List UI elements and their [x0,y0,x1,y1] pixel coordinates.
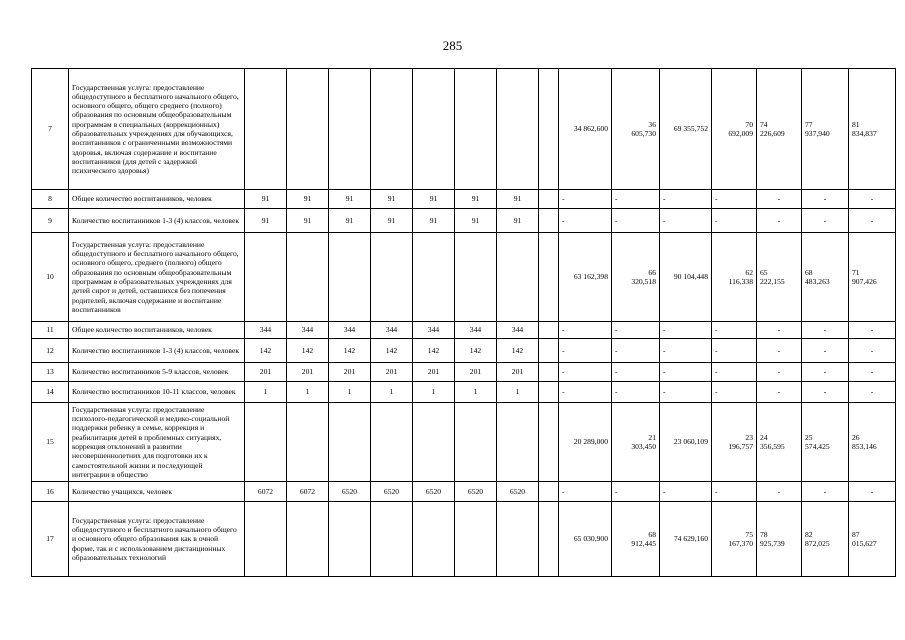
amount-cell: - [802,382,849,403]
count-cell: 344 [497,322,539,339]
amount-cell: 65 030,900 [559,502,612,577]
amount-cell: - [612,482,660,502]
count-cell: 344 [287,322,329,339]
table-row [32,209,896,233]
count-cell: 1 [413,382,455,403]
amount-cell: 26 853,146 [849,403,896,482]
amount-cell: 69 355,752 [660,69,712,190]
budget-table [31,68,896,577]
count-cell: 1 [329,382,371,403]
row-description: Количество воспитанников 1-3 (4) классов, человек [69,209,245,233]
count-cell: 201 [497,363,539,382]
amount-cell: 68 483,263 [802,233,849,322]
amount-cell: 82 872,025 [802,502,849,577]
amount-cell: - [849,482,896,502]
amount-cell: 63 162,398 [559,233,612,322]
spacer-cell [539,382,559,403]
count-cell: 1 [287,382,329,403]
table-row [32,363,896,382]
row-number: 10 [32,233,69,322]
amount-cell: 20 289,000 [559,403,612,482]
amount-cell: - [660,322,712,339]
amount-cell: - [559,482,612,502]
amount-cell: 68 912,445 [612,502,660,577]
amount-cell: - [612,339,660,363]
amount-cell: - [559,190,612,209]
amount-cell: - [559,382,612,403]
amount-cell: - [802,209,849,233]
amount-cell: - [559,339,612,363]
count-cell: 6520 [413,482,455,502]
amount-cell: 78 925,739 [757,502,802,577]
count-cell [371,403,413,482]
count-cell [287,69,329,190]
amount-cell: - [849,382,896,403]
count-cell: 344 [245,322,287,339]
count-cell [455,69,497,190]
count-cell: 201 [287,363,329,382]
count-cell [497,403,539,482]
count-cell [455,502,497,577]
amount-cell: - [757,363,802,382]
amount-cell: - [612,190,660,209]
count-cell: 344 [413,322,455,339]
count-cell [329,403,371,482]
count-cell: 91 [497,190,539,209]
amount-cell: - [757,339,802,363]
table-row [32,502,896,577]
amount-cell: - [757,190,802,209]
row-number: 12 [32,339,69,363]
count-cell: 6072 [287,482,329,502]
count-cell [329,233,371,322]
count-cell [497,502,539,577]
count-cell [413,233,455,322]
count-cell [287,233,329,322]
count-cell: 91 [413,209,455,233]
table-row [32,482,896,502]
amount-cell: 66 320,518 [612,233,660,322]
count-cell: 1 [497,382,539,403]
row-description: Количество воспитанников 10-11 классов, человек [69,382,245,403]
count-cell: 6520 [497,482,539,502]
count-cell: 142 [413,339,455,363]
amount-cell: 21 303,450 [612,403,660,482]
amount-cell: - [849,322,896,339]
page-number: 285 [442,38,463,53]
amount-cell: 62 116,338 [712,233,757,322]
count-cell [413,502,455,577]
amount-cell: - [660,339,712,363]
table-row [32,322,896,339]
spacer-cell [539,403,559,482]
amount-cell: - [712,339,757,363]
table-row [32,69,896,190]
count-cell [245,233,287,322]
count-cell: 201 [455,363,497,382]
amount-cell: - [612,209,660,233]
amount-cell: - [559,363,612,382]
amount-cell: - [660,482,712,502]
spacer-cell [539,339,559,363]
count-cell: 344 [455,322,497,339]
row-description: Количество учащихся, человек [69,482,245,502]
count-cell [413,403,455,482]
count-cell: 91 [287,190,329,209]
amount-cell: - [802,339,849,363]
count-cell: 201 [245,363,287,382]
count-cell [329,502,371,577]
count-cell: 91 [455,209,497,233]
count-cell: 91 [413,190,455,209]
amount-cell: - [802,482,849,502]
count-cell: 201 [413,363,455,382]
row-description: Государственная услуга: предоставление общедоступного и бесплатного начального общего, основного общего, среднего (полного) общего образования по основным общеобразовательным программам в образовательных учреждениях для детей сирот и детей, оставшихся без попечения родителей, включая содержание и воспитание воспитанников [69,233,245,322]
count-cell [287,502,329,577]
count-cell [245,69,287,190]
amount-cell: - [849,190,896,209]
spacer-cell [539,190,559,209]
amount-cell: 65 222,155 [757,233,802,322]
count-cell: 142 [455,339,497,363]
count-cell: 91 [329,190,371,209]
count-cell [497,233,539,322]
count-cell: 6520 [455,482,497,502]
count-cell: 1 [455,382,497,403]
amount-cell: 23 060,109 [660,403,712,482]
row-description: Количество воспитанников 5-9 классов, человек [69,363,245,382]
count-cell: 1 [371,382,413,403]
amount-cell: - [712,382,757,403]
row-number: 15 [32,403,69,482]
amount-cell: - [660,382,712,403]
amount-cell: 75 167,370 [712,502,757,577]
spacer-cell [539,502,559,577]
spacer-cell [539,363,559,382]
amount-cell: 77 937,940 [802,69,849,190]
count-cell: 201 [329,363,371,382]
amount-cell: - [757,382,802,403]
count-cell: 6520 [371,482,413,502]
amount-cell: - [559,209,612,233]
count-cell [413,69,455,190]
amount-cell: 24 356,595 [757,403,802,482]
spacer-cell [539,322,559,339]
amount-cell: - [757,209,802,233]
amount-cell: - [612,382,660,403]
count-cell: 91 [329,209,371,233]
amount-cell: - [660,190,712,209]
count-cell: 142 [329,339,371,363]
amount-cell: - [559,322,612,339]
amount-cell: - [660,363,712,382]
count-cell [371,69,413,190]
amount-cell: - [712,190,757,209]
count-cell: 91 [371,209,413,233]
table-row [32,339,896,363]
count-cell [455,403,497,482]
amount-cell: 70 692,009 [712,69,757,190]
table-row [32,403,896,482]
count-cell: 6072 [245,482,287,502]
amount-cell: - [712,322,757,339]
row-number: 11 [32,322,69,339]
amount-cell: 25 574,425 [802,403,849,482]
count-cell [455,233,497,322]
count-cell: 201 [371,363,413,382]
spacer-cell [539,209,559,233]
amount-cell: 36 605,730 [612,69,660,190]
count-cell: 91 [287,209,329,233]
count-cell: 142 [245,339,287,363]
count-cell: 91 [371,190,413,209]
amount-cell: - [802,363,849,382]
amount-cell: 74 226,609 [757,69,802,190]
amount-cell: - [849,363,896,382]
amount-cell: - [712,209,757,233]
count-cell: 91 [497,209,539,233]
count-cell: 142 [371,339,413,363]
row-description: Общее количество воспитанников, человек [69,322,245,339]
amount-cell: - [660,209,712,233]
count-cell: 6520 [329,482,371,502]
row-description: Количество воспитанников 1-3 (4) классов, человек [69,339,245,363]
amount-cell: - [612,322,660,339]
amount-cell: - [849,339,896,363]
count-cell: 344 [329,322,371,339]
amount-cell: 90 104,448 [660,233,712,322]
amount-cell: - [712,363,757,382]
spacer-cell [539,69,559,190]
count-cell: 344 [371,322,413,339]
count-cell [371,502,413,577]
spacer-cell [539,233,559,322]
count-cell [245,403,287,482]
count-cell: 91 [245,190,287,209]
count-cell [329,69,371,190]
amount-cell: 71 907,426 [849,233,896,322]
amount-cell: - [757,482,802,502]
row-number: 7 [32,69,69,190]
row-number: 13 [32,363,69,382]
table-body [32,69,896,577]
amount-cell: 34 862,600 [559,69,612,190]
spacer-cell [539,482,559,502]
count-cell [497,69,539,190]
row-number: 16 [32,482,69,502]
amount-cell: - [849,209,896,233]
count-cell [245,502,287,577]
count-cell [371,233,413,322]
amount-cell: - [802,190,849,209]
count-cell: 91 [455,190,497,209]
count-cell [287,403,329,482]
count-cell: 142 [497,339,539,363]
row-description: Государственная услуга: предоставление психолого-педагогической и медико-социальной поддержки ребенку в семье, коррекция и реабилитация детей в проблемных ситуациях, коррекция отклонений в развитии несовершеннолетних для подготовки их к самостоятельной жизни и последующей интеграции в общество [69,403,245,482]
amount-cell: - [712,482,757,502]
row-number: 17 [32,502,69,577]
count-cell: 1 [245,382,287,403]
row-description: Государственная услуга: предоставление общедоступного и бесплатного начального общего, основного общего, общего среднего (полного) образования по основным общеобразовательным программам в специальных (коррекционных) образовательных учреждениях для обучающихся, воспитанников с ограниченными возможностями здоровья, включая содержание и воспитание воспитанников (для детей с задержкой психического здоровья) [69,69,245,190]
amount-cell: 87 015,627 [849,502,896,577]
count-cell: 142 [287,339,329,363]
row-number: 9 [32,209,69,233]
table-row [32,233,896,322]
amount-cell: 74 629,160 [660,502,712,577]
amount-cell: 23 196,757 [712,403,757,482]
amount-cell: 81 834,837 [849,69,896,190]
amount-cell: - [757,322,802,339]
row-description: Государственная услуга: предоставление общедоступного и бесплатного начального общего и основного общего образования как в очной форме, так и с использованием дистанционных образовательных технологий [69,502,245,577]
count-cell: 91 [245,209,287,233]
table-row [32,382,896,403]
amount-cell: - [802,322,849,339]
row-number: 14 [32,382,69,403]
table-row [32,190,896,209]
row-description: Общее количество воспитанников, человек [69,190,245,209]
amount-cell: - [612,363,660,382]
row-number: 8 [32,190,69,209]
